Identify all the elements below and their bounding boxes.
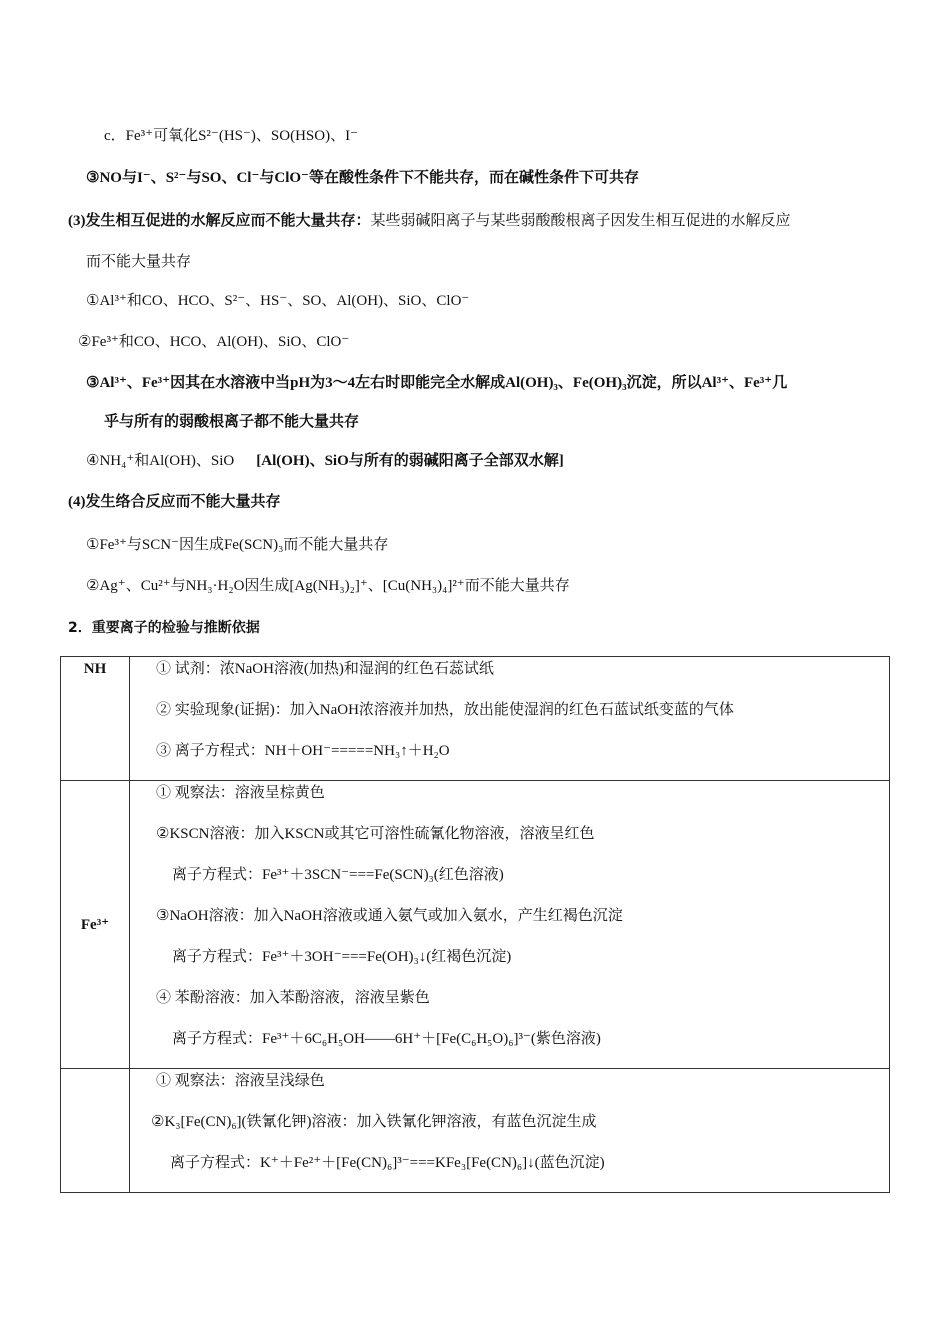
table-cell bbox=[130, 781, 890, 1069]
table-row bbox=[61, 781, 890, 1069]
section-heading: 2．重要离子的检验与推断依据 bbox=[68, 620, 260, 636]
text-line: c．Fe³⁺可氧化S²⁻(HS⁻)、SO(HSO)、I⁻ bbox=[104, 128, 358, 144]
ion-label bbox=[61, 781, 130, 1069]
ion-label-text: NH bbox=[83, 661, 107, 677]
cell-line: ① 观察法：溶液呈棕黄色 bbox=[156, 785, 325, 801]
text-line: ②Fe³⁺和CO、HCO、Al(OH)、SiO、ClO⁻ bbox=[78, 334, 350, 350]
text-line: ③NO与I⁻、S²⁻与SO、Cl⁻与ClO⁻等在酸性条件下不能共存，而在碱性条件下可共存 bbox=[86, 170, 639, 186]
text-line: ①Al³⁺和CO、HCO、S²⁻、HS⁻、SO、Al(OH)、SiO、ClO⁻ bbox=[86, 293, 470, 309]
table-cell bbox=[130, 1069, 890, 1193]
cell-line: ④ 苯酚溶液：加入苯酚溶液，溶液呈紫色 bbox=[156, 990, 430, 1006]
cell-line: 离子方程式：Fe³⁺＋3OH⁻===Fe(OH)₃↓(红褐色沉淀) bbox=[172, 949, 512, 965]
ion-label-text: Fe³⁺ bbox=[80, 917, 110, 933]
text-line bbox=[68, 211, 791, 231]
table-cell bbox=[130, 657, 890, 781]
table-row bbox=[61, 657, 890, 781]
cell-line: ② 实验现象(证据)：加入NaOH浓溶液并加热，放出能使湿润的红色石蓝试纸变蓝的气体 bbox=[156, 702, 734, 718]
text-span: [Al(OH)、SiO与所有的弱碱阳离子全部双水解] bbox=[256, 453, 564, 469]
cell-line: 离子方程式：Fe³⁺＋3SCN⁻===Fe(SCN)₃(红色溶液) bbox=[172, 867, 504, 883]
text-span: ④NH₄⁺和Al(OH)、SiO bbox=[86, 453, 235, 469]
text-span: 某些弱碱阳离子与某些弱酸酸根离子因发生相互促进的水解反应 bbox=[370, 213, 791, 229]
text-line: 乎与所有的弱酸根离子都不能大量共存 bbox=[104, 414, 360, 430]
ion-label bbox=[61, 1069, 130, 1193]
cell-line: ③ 离子方程式：NH＋OH⁻=====NH₃↑＋H₂O bbox=[156, 743, 450, 759]
text-line bbox=[86, 451, 564, 471]
text-line: ③Al³⁺、Fe³⁺因其在水溶液中当pH为3～4左右时即能完全水解成Al(OH)₃、Fe(OH)₃沉淀，所以Al³⁺、Fe³⁺几 bbox=[86, 375, 788, 391]
cell-line: ②K₃[Fe(CN)₆](铁氰化钾)溶液：加入铁氰化钾溶液，有蓝色沉淀生成 bbox=[151, 1114, 597, 1130]
text-line: 而不能大量共存 bbox=[86, 254, 192, 270]
cell-line: ②KSCN溶液：加入KSCN或其它可溶性硫氰化物溶液，溶液呈红色 bbox=[156, 826, 595, 842]
cell-line: 离子方程式：K⁺＋Fe²⁺＋[Fe(CN)₆]³⁻===KFe₃[Fe(CN)₆]↓(蓝色沉淀) bbox=[170, 1155, 605, 1171]
cell-line: ③NaOH溶液：加入NaOH溶液或通入氨气或加入氨水，产生红褐色沉淀 bbox=[156, 908, 623, 924]
cell-line: ① 试剂：浓NaOH溶液(加热)和湿润的红色石蕊试纸 bbox=[156, 661, 494, 677]
ion-label bbox=[61, 657, 130, 781]
cell-line: ① 观察法：溶液呈浅绿色 bbox=[156, 1073, 325, 1089]
cell-line: 离子方程式：Fe³⁺＋6C₆H₅OH——6H⁺＋[Fe(C₆H₅O)₆]³⁻(紫色溶液) bbox=[172, 1031, 601, 1047]
table-row bbox=[61, 1069, 890, 1193]
text-line: ①Fe³⁺与SCN⁻因生成Fe(SCN)₃而不能大量共存 bbox=[86, 537, 389, 553]
ion-test-table bbox=[60, 656, 890, 1193]
text-line: ②Ag⁺、Cu²⁺与NH₃·H₂O因生成[Ag(NH₃)₂]⁺、[Cu(NH₃)₄]²⁺而不能大量共存 bbox=[86, 578, 570, 594]
section-heading: (3)发生相互促进的水解反应而不能大量共存： bbox=[68, 213, 371, 229]
section-heading: (4)发生络合反应而不能大量共存 bbox=[68, 494, 281, 510]
